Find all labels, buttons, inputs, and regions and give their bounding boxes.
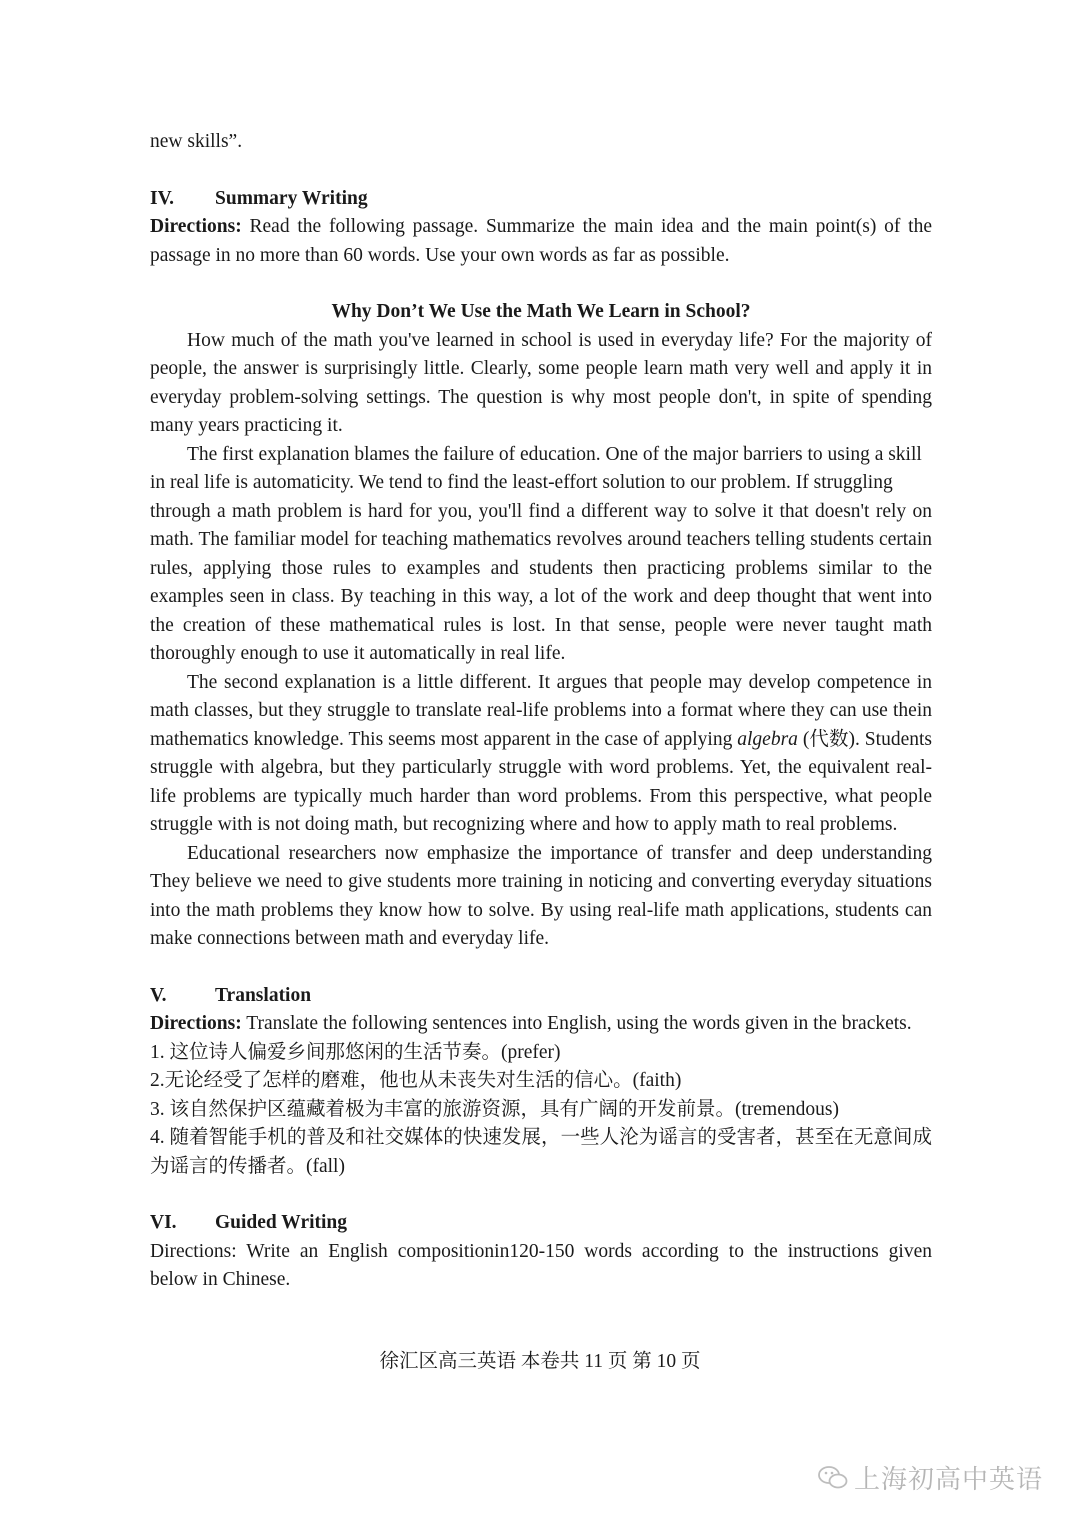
page-footer: 徐汇区高三英语 本卷共 11 页 第 10 页: [379, 1351, 701, 1372]
paragraph-3-before: The second explanation is a little different. It argues that people may develop competence in math classes, but they struggle to translate real-life problems into a format where they can use thein mathematics knowledge. This seems most apparent in the case of applying: [150, 671, 932, 750]
section-5-heading: [150, 982, 932, 1011]
paragraph-3-italic: algebra: [737, 728, 798, 750]
translation-item-1: 1. 这位诗人偏爱乡间那悠闲的生活节奏。(prefer): [150, 1041, 561, 1063]
paragraph-2-line-1: The first explanation blames the failure of education. One of the major barriers to using a skill: [187, 443, 922, 465]
directions-text: Translate the following sentences into English, using the words given in the brackets.: [241, 1013, 912, 1034]
translation-item-2: 2.无论经受了怎样的磨难，他也从未丧失对生活的信心。(faith): [150, 1070, 682, 1091]
watermark-text: 上海初高中英语: [854, 1465, 1044, 1495]
directions-label: Directions:: [150, 1013, 242, 1034]
section-4-title: Summary Writing: [215, 187, 368, 209]
section-5-number: V.: [150, 984, 167, 1006]
section-6-title: Guided Writing: [215, 1212, 348, 1233]
top-fragment: new skills”.: [150, 131, 243, 152]
section-6-number: VI.: [150, 1212, 177, 1233]
paragraph-2-line-2: in real life is automaticity. We tend to find the least-effort solution to our problem. If struggling: [150, 472, 893, 493]
passage-paragraph-4: Educational researchers now emphasize the importance of transfer and deep understanding They believe we need to give students more training in noticing and converting everyday situations into the math problems they know how to solve. By using real-life math applications, students can make connections between math and everyday life.: [150, 842, 932, 949]
spacer: [150, 157, 932, 185]
spacer: [150, 270, 932, 298]
section-5-title: Translation: [215, 984, 312, 1006]
directions-label: Directions:: [150, 216, 242, 237]
passage-title: Why Don’t We Use the Math We Learn in School?: [331, 301, 751, 322]
translation-item-3: 3. 该自然保护区蕴藏着极为丰富的旅游资源，具有广阔的开发前景。(tremendous): [150, 1098, 839, 1120]
paragraph-3-after: (代数). Students struggle with algebra, but they particularly struggle with word problems. Yet, the equivalent real-life problems are typically much harder than word problems. From this perspective, what people struggle with is not doing math, but recognizing where and how to apply math to real problems.: [150, 728, 932, 835]
page-content: [150, 128, 932, 1295]
section-4-number: IV.: [150, 187, 175, 209]
passage-paragraph-3: [150, 669, 932, 840]
section-6-directions: Directions: Write an English compositionin120-150 words according to the instructions given below in Chinese.: [150, 1240, 932, 1290]
section-4-directions: [150, 213, 932, 270]
section-5-directions: [150, 1010, 932, 1039]
section-6-heading: [150, 1209, 932, 1238]
spacer: [150, 954, 932, 982]
section-4-heading: [150, 185, 932, 214]
passage-paragraph-1: How much of the math you've learned in school is used in everyday life? For the majority of people, the answer is surprisingly little. Clearly, some people learn math very well and apply it in everyday problem-solving settings. The question is why most people don't, in spite of spending many years practicing it.: [150, 329, 932, 436]
spacer: [150, 1181, 932, 1209]
directions-text: Read the following passage. Summarize the main idea and the main point(s) of the passage in no more than 60 words. Use your own words as far as possible.: [150, 216, 932, 266]
watermark: [818, 1430, 1068, 1525]
wechat-icon: [818, 1465, 848, 1491]
translation-item-4: 4. 随着智能手机的普及和社交媒体的快速发展，一些人沦为谣言的受害者，甚至在无意间成为谣言的传播者。(fall): [150, 1127, 932, 1177]
passage-paragraph-2: [150, 441, 932, 669]
paragraph-2-rest: through a math problem is hard for you, you'll find a different way to solve it that doesn't rely on math. The familiar model for teaching mathematics revolves around teachers telling students certain rules, applying those rules to examples and students then practicing problems similar to the examples seen in class. By teaching in this way, a lot of the work and deep thought that went into the creation of these mathematical rules is lost. In that sense, people were never taught math thoroughly enough to use it automatically in real life.: [150, 500, 932, 664]
